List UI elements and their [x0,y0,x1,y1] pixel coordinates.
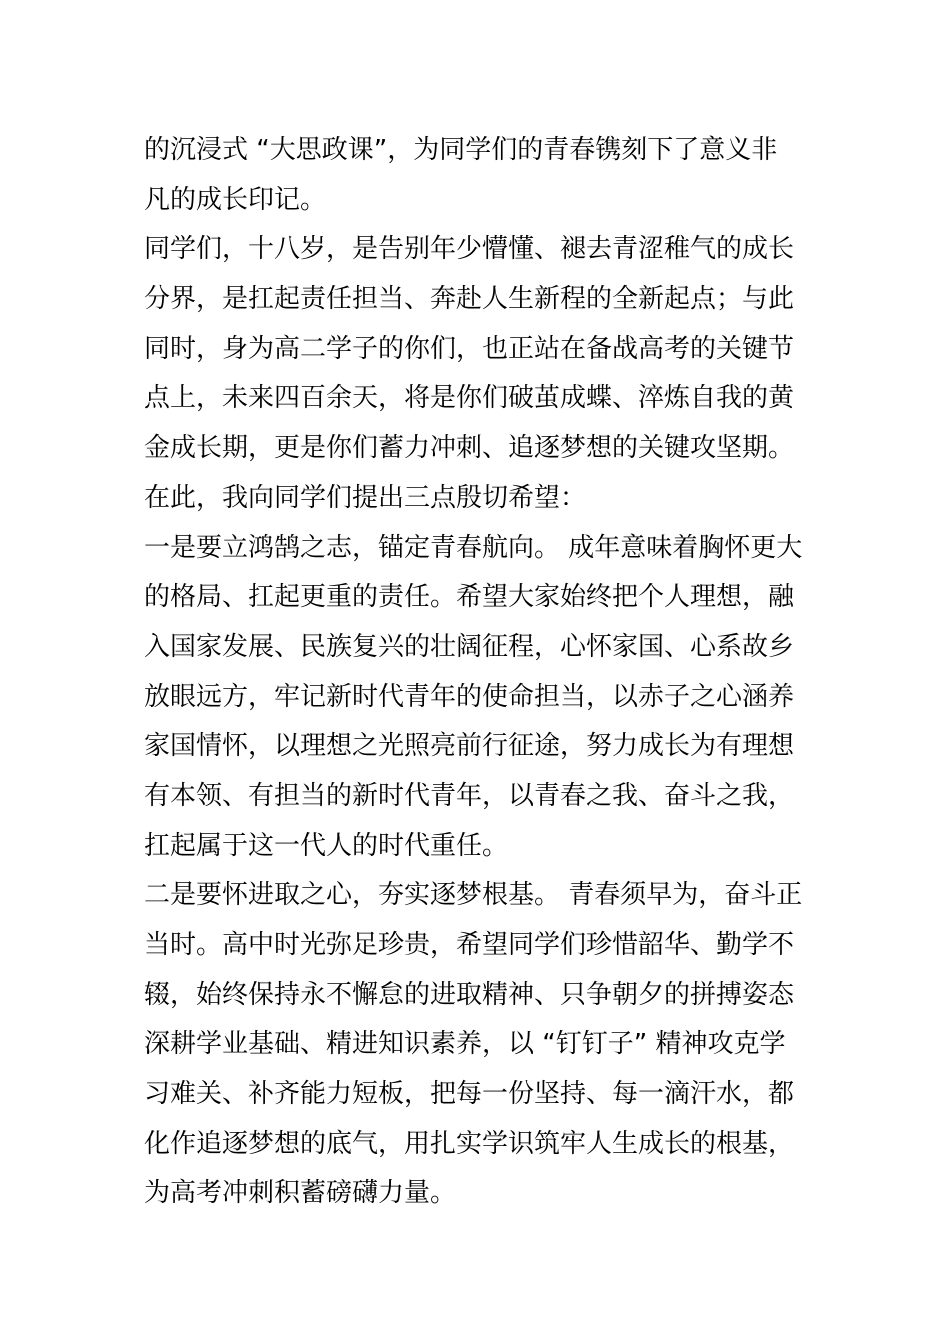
text-line: 的沉浸式 “大思政课”，为同学们的青春镌刻下了意义非 [144,135,778,165]
text-line: 家国情怀，以理想之光照亮前行征途，努力成长为有理想 [144,731,795,762]
text-line: 为高考冲刺积蓄磅礴力量。 [144,1178,457,1209]
text-line: 分界，是扛起责任担当、奔赴人生新程的全新起点；与此 [144,284,795,315]
text-line: 点上，未来四百余天，将是你们破茧成蝶、淬炼自我的黄 [144,383,795,414]
text-line: 二是要怀进取之心，夯实逐梦根基。 青春须早为，奋斗正 [144,880,803,911]
text-line: 凡的成长印记。 [144,184,327,215]
text-line: 化作追逐梦想的底气，用扎实学识筑牢人生成长的根基， [144,1128,795,1159]
text-line: 同时，身为高二学子的你们，也正站在备战高考的关键节 [144,333,795,364]
text-line: 有本领、有担当的新时代青年，以青春之我、奋斗之我， [144,780,795,811]
text-line: 辍，始终保持永不懈怠的进取精神、只争朝夕的拼搏姿态 [144,979,795,1010]
text-line: 入国家发展、民族复兴的壮阔征程，心怀家国、心系故乡 [144,631,795,662]
text-line: 深耕学业基础、精进知识素养，以 “钉钉子” 精神攻克学 [144,1029,786,1060]
text-line: 放眼远方，牢记新时代青年的使命担当，以赤子之心涵养 [144,681,795,712]
text-line: 习难关、补齐能力短板，把每一份坚持、每一滴汗水，都 [144,1079,795,1110]
text-line: 当时。高中时光弥足珍贵，希望同学们珍惜韶华、勤学不 [144,930,795,960]
text-line: 金成长期，更是你们蓄力冲刺、追逐梦想的关键攻坚期。 [144,433,795,464]
text-line: 扛起属于这一代人的时代重任。 [144,830,509,861]
text-line: 一是要立鸿鹄之志，锚定青春航向。 成年意味着胸怀更大 [144,532,803,563]
text-line: 同学们，十八岁，是告别年少懵懂、褪去青涩稚气的成长 [144,234,795,265]
document-body [144,126,814,1219]
text-line: 在此，我向同学们提出三点殷切希望： [144,482,587,513]
text-line: 的格局、扛起更重的责任。希望大家始终把个人理想，融 [144,582,795,613]
